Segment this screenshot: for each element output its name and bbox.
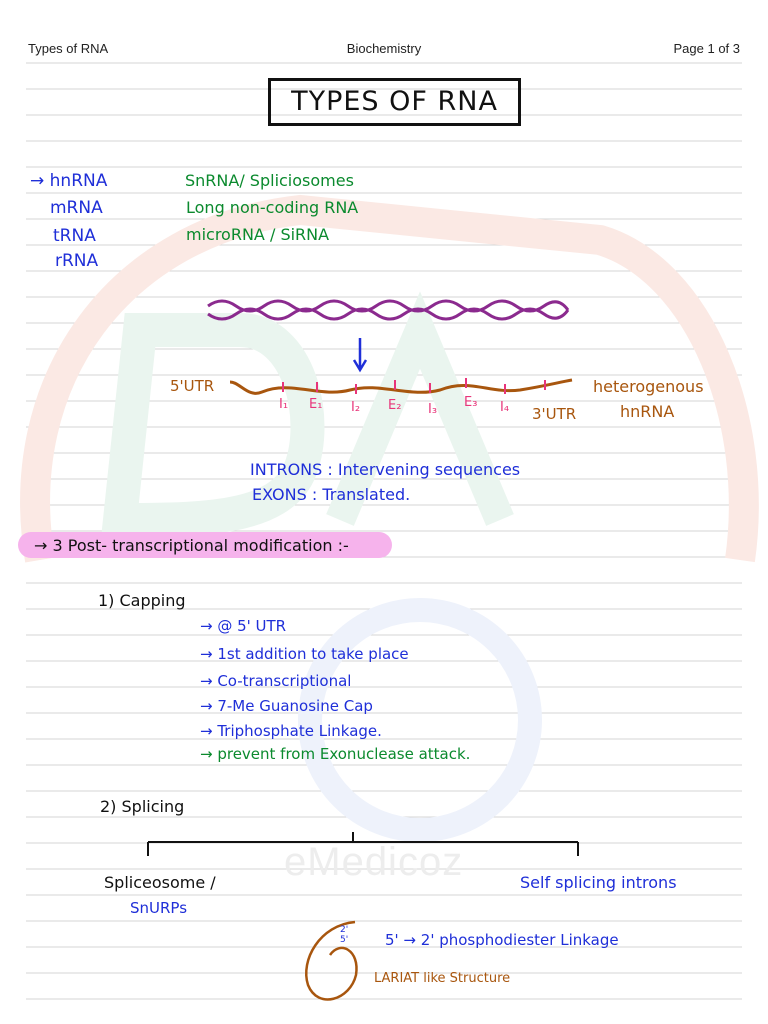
rna-item-trna: tRNA (53, 226, 96, 246)
rna-item-snrna: SnRNA/ Spliciosomes (185, 171, 354, 190)
rna-item-mrna: mRNA (50, 198, 103, 218)
rna-item-microrna: microRNA / SiRNA (186, 225, 330, 244)
lariat-loop-icon (306, 922, 356, 999)
segment-i2: I₂ (351, 400, 361, 415)
transcription-arrow-icon (354, 338, 366, 370)
page-title: TYPES OF RNA (268, 78, 521, 126)
header-right: Page 1 of 3 (673, 41, 740, 56)
heterogenous-label: heterogenous (593, 377, 704, 396)
header-center: Biochemistry (346, 41, 422, 56)
header-left: Types of RNA (28, 41, 109, 56)
lariat-structure-label: LARIAT like Structure (374, 971, 511, 986)
section-heading: → 3 Post- transcriptional modification :- (34, 536, 349, 555)
segment-i4: I₄ (500, 400, 510, 415)
lariat-linkage-label: 5' → 2' phosphodiester Linkage (385, 931, 619, 949)
segment-i1: I₁ (279, 397, 289, 412)
segment-e2: E₂ (388, 398, 402, 413)
hnrna-strand (230, 380, 572, 393)
capping-point: → @ 5' UTR (200, 617, 287, 635)
dna-strand-a (208, 301, 568, 311)
capping-point: → 7-Me Guanosine Cap (200, 697, 373, 715)
capping-point: → prevent from Exonuclease attack. (200, 745, 471, 763)
capping-heading: 1) Capping (98, 591, 186, 610)
watermark-text: eMedicoz (284, 840, 464, 884)
definition-exons: EXONS : Translated. (252, 485, 411, 504)
capping-point: → Triphosphate Linkage. (200, 722, 382, 740)
splicing-heading: 2) Splicing (100, 797, 185, 816)
utr5-label: 5'UTR (170, 377, 215, 395)
capping-point: → Co-transcriptional (200, 672, 352, 690)
definition-introns: INTRONS : Intervening sequences (250, 460, 521, 479)
segment-i3: I₃ (428, 402, 438, 417)
splicing-tree (148, 832, 578, 856)
rna-item-rrna: rRNA (55, 251, 99, 271)
hnrna-label: hnRNA (620, 402, 675, 421)
spliceosome-label: Spliceosome / (104, 873, 216, 892)
lariat-marks: 2' 5' (340, 925, 349, 945)
rna-item-hnrna: → hnRNA (30, 171, 108, 191)
utr3-label: 3'UTR (532, 405, 577, 423)
snurps-label: SnURPs (130, 899, 188, 917)
self-splicing-label: Self splicing introns (520, 873, 677, 892)
capping-point: → 1st addition to take place (200, 645, 409, 663)
segment-e3: E₃ (464, 395, 478, 410)
dna-strand-b (208, 309, 568, 319)
rna-item-lncrna: Long non-coding RNA (186, 198, 359, 217)
segment-e1: E₁ (309, 397, 323, 412)
